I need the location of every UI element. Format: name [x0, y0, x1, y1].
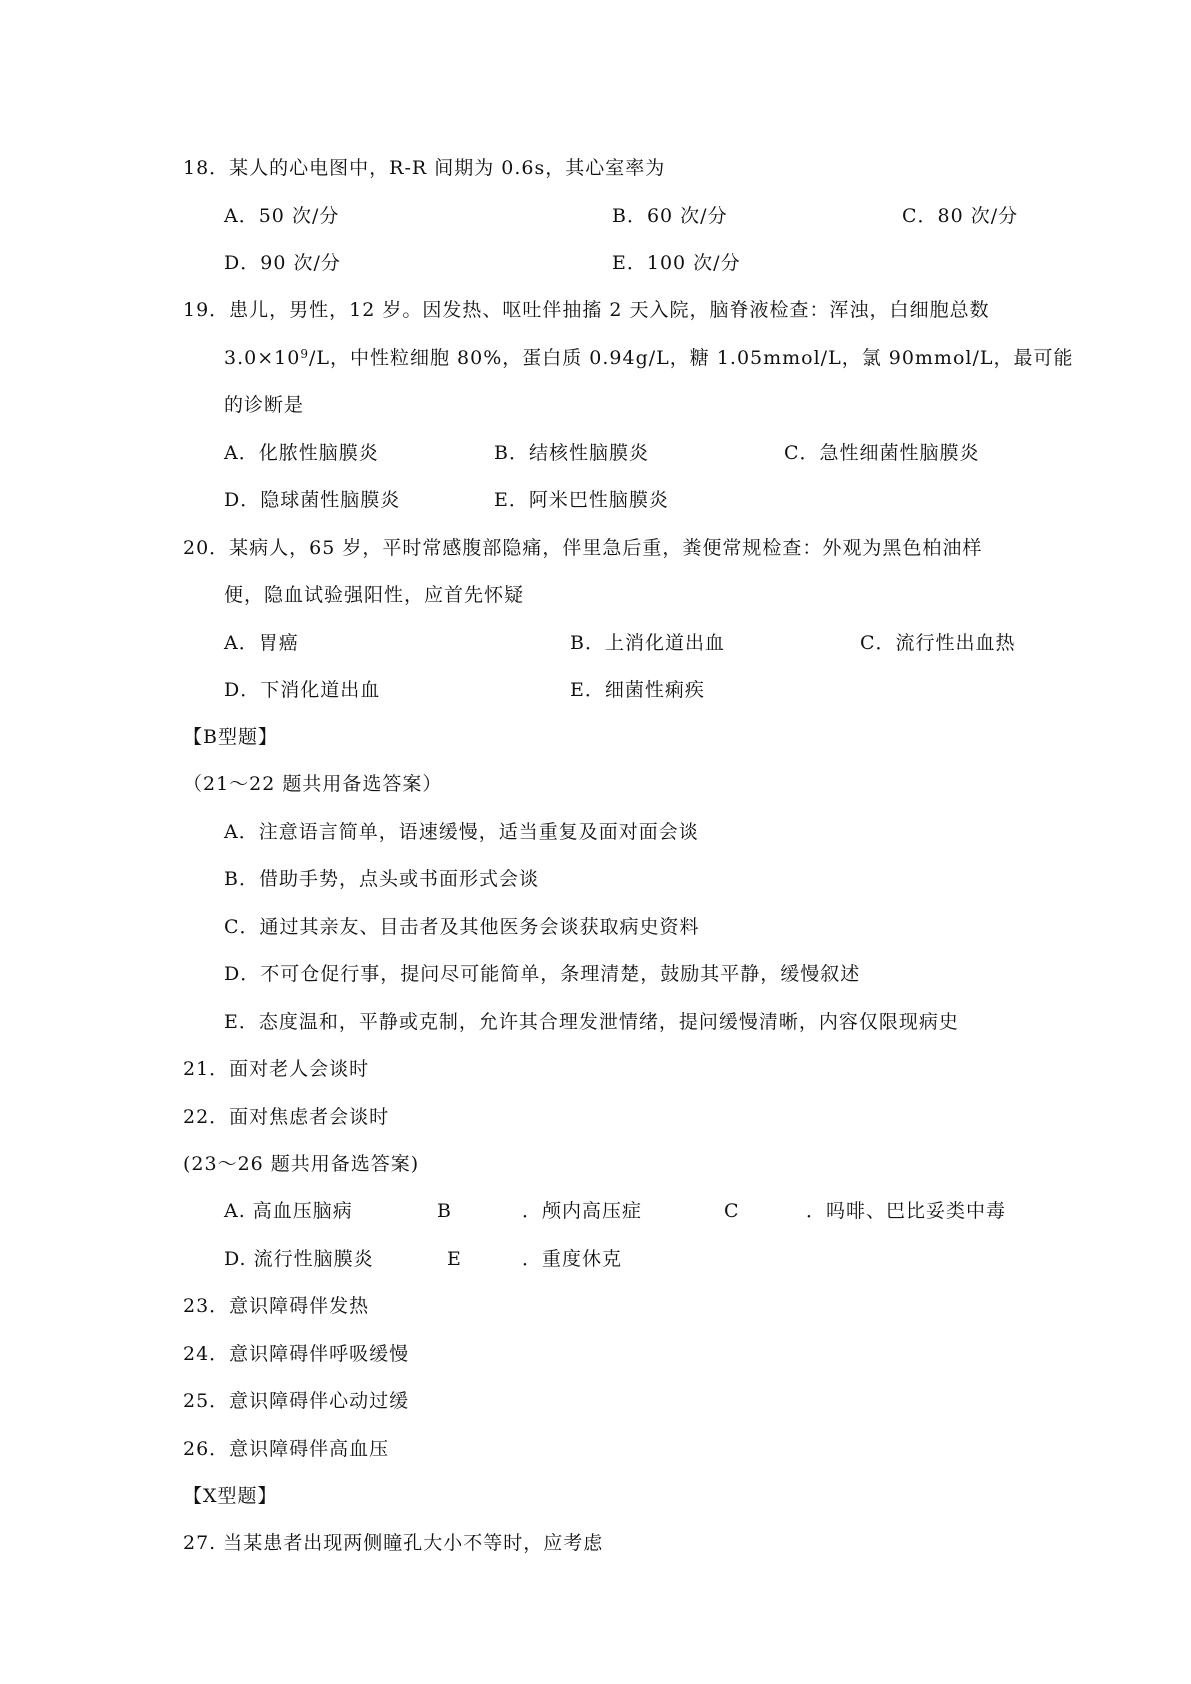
group-21-22-option-a: A．注意语言简单，语速缓慢，适当重复及面对面会谈	[224, 821, 699, 843]
question-18-stem: 18．某人的心电图中，R-R 间期为 0.6s，其心室率为	[183, 157, 666, 179]
group-21-22-option-e: E．态度温和，平静或克制，允许其合理发泄情绪，提问缓慢清晰，内容仅限现病史	[224, 1011, 959, 1033]
question-19-option-c: C．急性细菌性脑膜炎	[784, 442, 980, 464]
question-19-stem-line-1: 19．患儿，男性，12 岁。因发热、呕吐伴抽搐 2 天入院，脑脊液检查：浑浊，白细胞总数	[183, 299, 990, 321]
question-19-option-b: B．结核性脑膜炎	[494, 442, 649, 464]
question-27-stem: 27. 当某患者出现两侧瞳孔大小不等时，应考虑	[183, 1532, 604, 1554]
group-21-22-header: （21～22 题共用备选答案）	[183, 773, 443, 795]
question-20-option-e: E．细菌性痢疾	[570, 679, 705, 701]
group-23-26-option-a: A. 高血压脑病	[224, 1200, 353, 1222]
question-20-option-c: C．流行性出血热	[860, 632, 1016, 654]
question-19-option-d: D．隐球菌性脑膜炎	[224, 489, 401, 511]
group-21-22-option-b: B．借助手势，点头或书面形式会谈	[224, 868, 539, 890]
group-21-22-option-c: C．通过其亲友、目击者及其他医务会谈获取病史资料	[224, 916, 700, 938]
question-26-stem: 26．意识障碍伴高血压	[183, 1438, 390, 1460]
question-20-option-a: A．胃癌	[224, 632, 299, 654]
question-18-option-c: C．80 次/分	[902, 205, 1019, 227]
group-23-26-option-e-text: ．重度休克	[522, 1248, 623, 1270]
group-23-26-header: (23～26 题共用备选答案)	[183, 1153, 420, 1175]
section-header-x-type: 【X型题】	[183, 1485, 278, 1507]
question-24-stem: 24．意识障碍伴呼吸缓慢	[183, 1343, 410, 1365]
question-20-stem-line-1: 20．某病人，65 岁，平时常感腹部隐痛，伴里急后重，粪便常规检查：外观为黑色柏油样	[183, 537, 983, 559]
question-20-stem-line-2: 便，隐血试验强阳性，应首先怀疑	[224, 584, 525, 606]
group-23-26-option-e-letter: E	[447, 1248, 462, 1270]
question-22-stem: 22．面对焦虑者会谈时	[183, 1106, 390, 1128]
question-18-option-b: B．60 次/分	[612, 205, 728, 227]
question-20-option-b: B．上消化道出血	[570, 632, 725, 654]
group-23-26-option-b-text: ．颅内高压症	[522, 1200, 643, 1222]
question-19-stem-line-3: 的诊断是	[224, 394, 305, 416]
question-19-option-a: A．化脓性脑膜炎	[224, 442, 379, 464]
question-18-option-a: A．50 次/分	[224, 205, 340, 227]
section-header-b-type: 【B型题】	[183, 726, 278, 748]
group-23-26-option-c-text: ．吗啡、巴比妥类中毒	[806, 1200, 1007, 1222]
question-23-stem: 23．意识障碍伴发热	[183, 1295, 370, 1317]
question-25-stem: 25．意识障碍伴心动过缓	[183, 1390, 410, 1412]
question-20-option-d: D．下消化道出血	[224, 679, 381, 701]
group-23-26-option-b-letter: B	[437, 1200, 452, 1222]
question-18-option-d: D．90 次/分	[224, 252, 341, 274]
group-23-26-option-d: D. 流行性脑膜炎	[224, 1248, 374, 1270]
question-18-option-e: E．100 次/分	[612, 252, 741, 274]
group-21-22-option-d: D．不可仓促行事，提问尽可能简单，条理清楚，鼓励其平静，缓慢叙述	[224, 963, 861, 985]
question-19-stem-line-2: $3.0\times 10^9/L$，中性粒细胞 80%，蛋白质 0.94g/L，糖 1.05mmol/L，氯 90mmol/L，最可能	[224, 347, 1074, 369]
question-19-option-e: E．阿米巴性脑膜炎	[494, 489, 669, 511]
question-21-stem: 21．面对老人会谈时	[183, 1058, 370, 1080]
group-23-26-option-c-letter: C	[724, 1200, 740, 1222]
